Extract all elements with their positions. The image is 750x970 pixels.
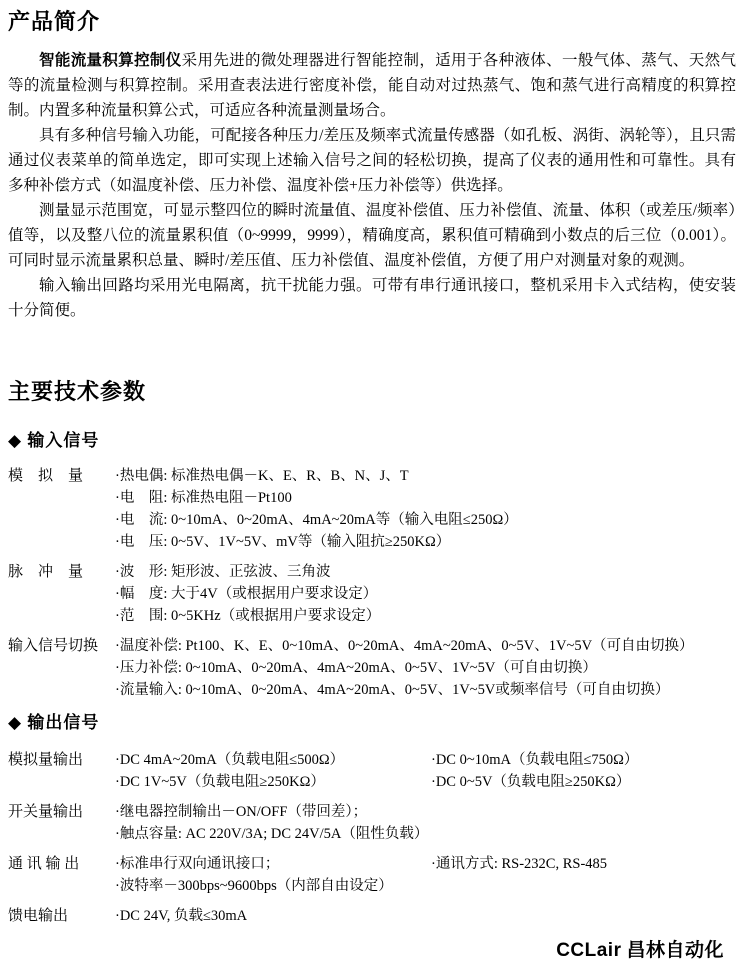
param-value: ·电 流: 0~10mA、0~20mA、4mA~20mA等（输入电阻≤250Ω） (115, 512, 518, 528)
param-line (115, 487, 736, 509)
param-row-pulse (8, 561, 736, 627)
param-row-input-switch (8, 635, 736, 701)
company-logo-en: CCLair (556, 940, 622, 961)
param-line (115, 605, 736, 627)
product-name-bold: 智能流量积算控制仪 (39, 52, 182, 69)
param-line (115, 853, 736, 875)
param-line (115, 875, 736, 897)
param-value: ·幅 度: 大于4V（或根据用户要求设定） (115, 586, 378, 602)
company-logo (556, 935, 724, 962)
param-label: 开关量输出 (8, 804, 84, 820)
param-value: ·温度补偿: Pt100、K、E、0~10mA、0~20mA、4mA~20mA、0~5V、1V~5V（可自由切换） (115, 638, 694, 654)
param-value: ·波 形: 矩形波、正弦波、三角波 (115, 564, 331, 580)
input-signal-group (8, 465, 736, 701)
param-value: ·电 压: 0~5V、1V~5V、mV等（输入阻抗≥250KΩ） (115, 534, 451, 550)
param-value: ·波特率－300bps~9600bps（内部自由设定） (115, 878, 393, 894)
param-label: 脉 冲 量 (8, 564, 84, 580)
param-line (115, 823, 736, 845)
param-row-switch-output (8, 801, 736, 845)
param-label: 馈电输出 (8, 908, 69, 924)
tech-params-title: 主要技术参数 (8, 379, 147, 404)
param-value: ·热电偶: 标准热电偶－K、E、R、B、N、J、T (115, 468, 409, 484)
param-value: ·范 围: 0~5KHz（或根据用户要求设定） (115, 608, 381, 624)
param-value: ·压力补偿: 0~10mA、0~20mA、4mA~20mA、0~5V、1V~5V（可自由切换） (115, 660, 597, 676)
output-signal-group (8, 749, 736, 927)
param-row-analog (8, 465, 736, 553)
param-line (115, 801, 736, 823)
param-line (115, 635, 736, 657)
param-value: ·通讯方式: RS-232C, RS-485 (431, 856, 608, 872)
param-value: ·DC 0~5V（负载电阻≥250KΩ） (431, 774, 631, 790)
param-value: ·触点容量: AC 220V/3A; DC 24V/5A（阻性负载） (115, 826, 429, 842)
intro-paragraph-4: 输入输出回路均采用光电隔离，抗干扰能力强。可带有串行通讯接口，整机采用卡入式结构，使安装十分简便。 (8, 277, 736, 319)
intro-paragraph-1-text: 采用先进的微处理器进行智能控制，适用于各种液体、一般气体、蒸气、天然气等的流量检测与积算控制。采用查表法进行密度补偿，能自动对过热蒸气、饱和蒸气进行高精度的积算控制。内置多种流量积算公式，可适应各种流量测量场合。 (8, 52, 736, 119)
param-row-analog-output (8, 749, 736, 793)
param-value: ·DC 4mA~20mA（负载电阻≤500Ω） (115, 752, 345, 768)
intro-paragraph-2: 具有多种信号输入功能，可配接各种压力/差压及频率式流量传感器（如孔板、涡街、涡轮等），且只需通过仪表菜单的简单选定，即可实现上述输入信号之间的轻松切换，提高了仪表的通用性和可靠性。具有多种补偿方式（如温度补偿、压力补偿、温度补偿+压力补偿等）供选择。 (8, 127, 736, 194)
company-logo-cn: 昌林自动化 (626, 940, 724, 961)
param-line (115, 771, 736, 793)
intro-paragraph-3: 测量显示范围宽，可显示整四位的瞬时流量值、温度补偿值、压力补偿值、流量、体积（或差压/频率）值等，以及整八位的流量累积值（0~9999，9999），精确度高，累积值可精确到小数点的后三位（0.001）。可同时显示流量累积总量、瞬时/差压值、压力补偿值、温度补偿值，方便了用户对测量对象的观测。 (8, 202, 736, 269)
param-line (115, 657, 736, 679)
product-intro-title: 产品简介 (8, 9, 101, 34)
param-label: 通 讯 输 出 (8, 856, 80, 872)
intro-paragraph-1 (8, 48, 736, 123)
param-value: ·DC 24V, 负载≤30mA (115, 908, 248, 924)
param-value: ·标准串行双向通讯接口； (115, 856, 280, 872)
param-line (115, 905, 736, 927)
param-content (115, 635, 736, 701)
param-content (115, 749, 736, 793)
param-content (115, 801, 736, 845)
param-value: ·电 阻: 标准热电阻－Pt100 (115, 490, 292, 506)
output-signal-heading: ◆ 输出信号 (8, 713, 100, 732)
param-label: 模 拟 量 (8, 468, 84, 484)
param-value: ·流量输入: 0~10mA、0~20mA、4mA~20mA、0~5V、1V~5V或频率信号（可自由切换） (115, 682, 670, 698)
input-signal-heading: ◆ 输入信号 (8, 431, 100, 450)
param-value: ·DC 1V~5V（负载电阻≥250KΩ） (115, 774, 325, 790)
param-line (115, 561, 736, 583)
param-label: 模拟量输出 (8, 752, 84, 768)
param-content (115, 561, 736, 627)
param-line (115, 583, 736, 605)
param-content (115, 905, 736, 927)
param-value: ·DC 0~10mA（负载电阻≤750Ω） (431, 752, 639, 768)
param-line (115, 531, 736, 553)
param-label: 输入信号切换 (8, 638, 99, 654)
param-row-comm-output (8, 853, 736, 897)
param-line (115, 465, 736, 487)
param-row-feed-output (8, 905, 736, 927)
param-line (115, 509, 736, 531)
param-value: ·继电器控制输出－ON/OFF（带回差）； (115, 804, 368, 820)
param-line (115, 679, 736, 701)
param-content (115, 465, 736, 553)
param-content (115, 853, 736, 897)
param-line (115, 749, 736, 771)
